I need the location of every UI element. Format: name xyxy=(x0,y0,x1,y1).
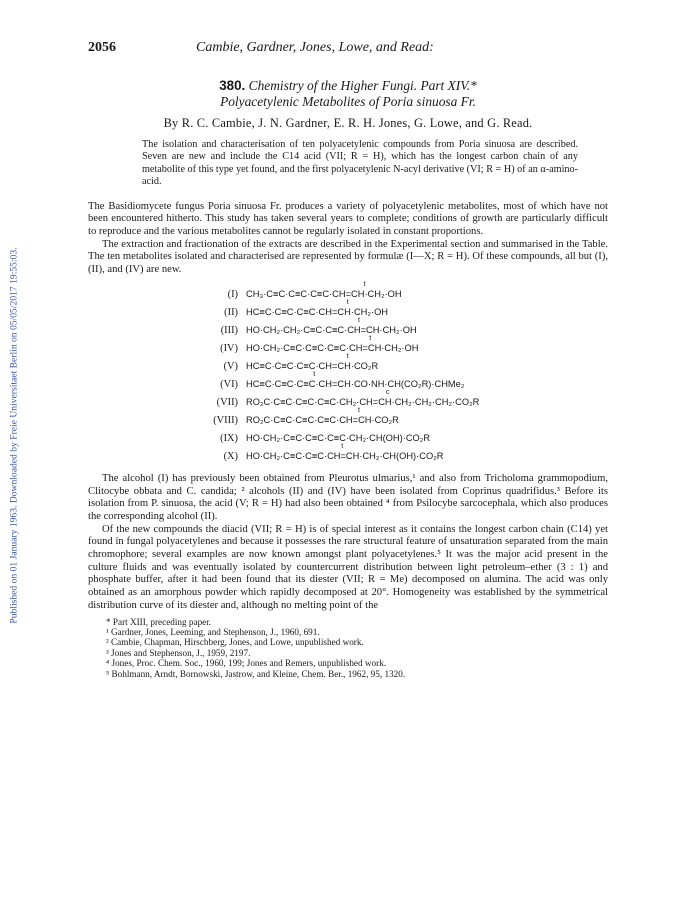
formula-label: (X) xyxy=(223,450,238,462)
download-watermark-text: Published on 01 January 1963. Downloaded by Freie Universitaet Berlin on 05/05/2017 19:55:03. xyxy=(8,247,20,624)
footnote: ⁵ Bohlmann, Arndt, Bornowski, Jastrow, and Kleine, Chem. Ber., 1962, 95, 1320. xyxy=(106,668,406,679)
formula-row xyxy=(88,298,608,321)
stereo-mark: t xyxy=(363,280,366,288)
formula-label: (VIII) xyxy=(213,414,238,426)
footnotes xyxy=(88,617,608,679)
running-head xyxy=(88,40,608,62)
paragraph-3: The alcohol (I) has previously been obtained from Pleurotus ulmarius,¹ and also from Tricholoma grammopodium, Clitocybe obbata and C. candida; ² alcohols (II) and (IV) have been isolated from Coprinus quadrifidus.³ Before its isolation from P. sinuosa, the acid (V; R = H) had also been obtained ⁴ from Psilocybe sarcocephala, which also produces the corresponding alcohol (II). xyxy=(88,472,608,522)
stereo-mark: t xyxy=(358,316,360,324)
formula-label: (V) xyxy=(223,360,238,372)
stereo-mark: t xyxy=(341,442,344,450)
formula-text: HC≡C·C≡C·C≡C·CH=CH·CO₂R xyxy=(246,360,379,371)
formula-text: HO·CH₂·C≡C·C≡C·CH=CH·CH₂·CH(OH)·CO₂R xyxy=(246,450,444,461)
formula-text: RO₂C·C≡C·C≡C·C≡C·CH₂·CH=CH·CH₂·CH₂·CH₂·CO₂R xyxy=(246,396,480,407)
paper-number: 380. xyxy=(219,78,246,93)
formula-text: HO·CH₂·C≡C·C≡C·C≡C·CH₂·CH(OH)·CO₂R xyxy=(246,432,431,443)
abstract: The isolation and characterisation of ten polyacetylenic compounds from Poria sinuosa are described. Seven are new and include the C14 acid (VII; R = H), which has the longest carbon chain of any metabolite of this type yet found, and the first polyacetylenic N-acyl derivative (VI; R = H) of an α-amino-acid. xyxy=(142,139,578,188)
author-byline: By R. C. Cambie, J. N. Gardner, E. R. H. Jones, G. Lowe, and G. Read. xyxy=(163,116,533,130)
formula-row xyxy=(88,370,608,393)
formula-text: HO·CH₂·C≡C·C≡C·C≡C·CH=CH·CH₂·OH xyxy=(246,342,419,353)
formula-label: (III) xyxy=(220,324,238,336)
title-line-1 xyxy=(88,78,608,94)
formula-row xyxy=(88,388,608,411)
formula-label: (IV) xyxy=(220,342,238,354)
formula-row xyxy=(88,352,608,375)
paper-page xyxy=(88,40,608,679)
stereo-mark: t xyxy=(346,352,349,360)
stereo-mark: t xyxy=(346,298,349,306)
footnote: ² Cambie, Chapman, Hirschberg, Jones, and Lowe, unpublished work. xyxy=(106,637,364,648)
stereo-mark: t xyxy=(358,406,360,414)
formula-label: (VI) xyxy=(220,378,238,390)
formula-label: (VII) xyxy=(216,396,238,408)
paper-title xyxy=(88,78,608,110)
paragraph-2: The extraction and fractionation of the extracts are described in the Experimental section and summarised in the Table. The ten metabolites isolated and characterised are represented by formulæ (I—X; R = H). Of these compounds, all but (I), (II), and (IV) are new. xyxy=(88,238,608,276)
formula-label: (II) xyxy=(224,306,238,318)
stereo-mark: c xyxy=(386,388,390,396)
stereo-mark: t xyxy=(369,334,372,342)
formula-row xyxy=(88,429,608,447)
footnote: ¹ Gardner, Jones, Leeming, and Stephenson, J., 1960, 691. xyxy=(106,626,320,637)
body-text xyxy=(88,201,608,613)
formula-label: (I) xyxy=(227,288,238,300)
formula-text: HC≡C·C≡C·C≡C·CH=CH·CO·NH·CH(CO₂R)·CHMe₂ xyxy=(246,378,465,389)
formula-text: RO₂C·C≡C·C≡C·C≡C·CH=CH·CO₂R xyxy=(246,414,399,425)
title-text-2: Polyacetylenic Metabolites of Poria sinuosa Fr. xyxy=(220,94,476,109)
footnote: * Part XIII, preceding paper. xyxy=(106,616,212,627)
formula-text: HO·CH₂·CH₂·C≡C·C≡C·CH=CH·CH₂·OH xyxy=(246,324,417,335)
formulae-list xyxy=(88,280,608,465)
paragraph-1: The Basidiomycete fungus Poria sinuosa Fr. produces a variety of polyacetylenic metabolites, most of which have not been encountered hitherto. This study has taken several years to complete; conditions of growth are particularly difficult to reproduce and the various metabolites cannot be regularly isolated in constant proportions. xyxy=(88,200,608,238)
formula-label: (IX) xyxy=(220,432,238,444)
footnote: ³ Jones and Stephenson, J., 1959, 2197. xyxy=(106,647,251,658)
paragraph-4: Of the new compounds the diacid (VII; R = H) is of special interest as it contains the longest carbon chain (C14) yet found in fungal polyacetylenes and because it possesses the rare structural feature of unsaturation separated from the main chromophore; several examples are now known amongst plant polyacetylenes.⁵ It was the major acid present in the culture fluids and was eventually isolated by countercurrent distribution between light petroleum–ether (3 : 1) and phosphate buffer, after it had been found that its diester (VII; R = Me) decomposed on alumina. The acid was only obtained as an amorphous powder which rapidly decomposed at 20°. Homogeneity was established by the symmetrical distribution curve of its diester and, although no melting point of the xyxy=(88,523,608,611)
formula-text: CH₃·C≡C·C≡C·C≡C·CH=CH·CH₂·OH xyxy=(246,288,402,299)
formula-row xyxy=(88,442,608,465)
download-watermark xyxy=(0,0,24,913)
formula-row xyxy=(88,406,608,429)
stereo-mark: t xyxy=(313,370,316,378)
formula-row xyxy=(88,316,608,339)
formula-text: HC≡C·C≡C·C≡C·CH=CH·CH₂·OH xyxy=(246,306,389,317)
running-title: Cambie, Gardner, Jones, Lowe, and Read: xyxy=(196,40,434,55)
footnote: ⁴ Jones, Proc. Chem. Soc., 1960, 199; Jones and Remers, unpublished work. xyxy=(106,658,387,669)
title-text-1: Chemistry of the Higher Fungi. Part XIV.* xyxy=(248,78,477,93)
page-number: 2056 xyxy=(88,40,116,55)
title-line-2 xyxy=(88,94,608,110)
